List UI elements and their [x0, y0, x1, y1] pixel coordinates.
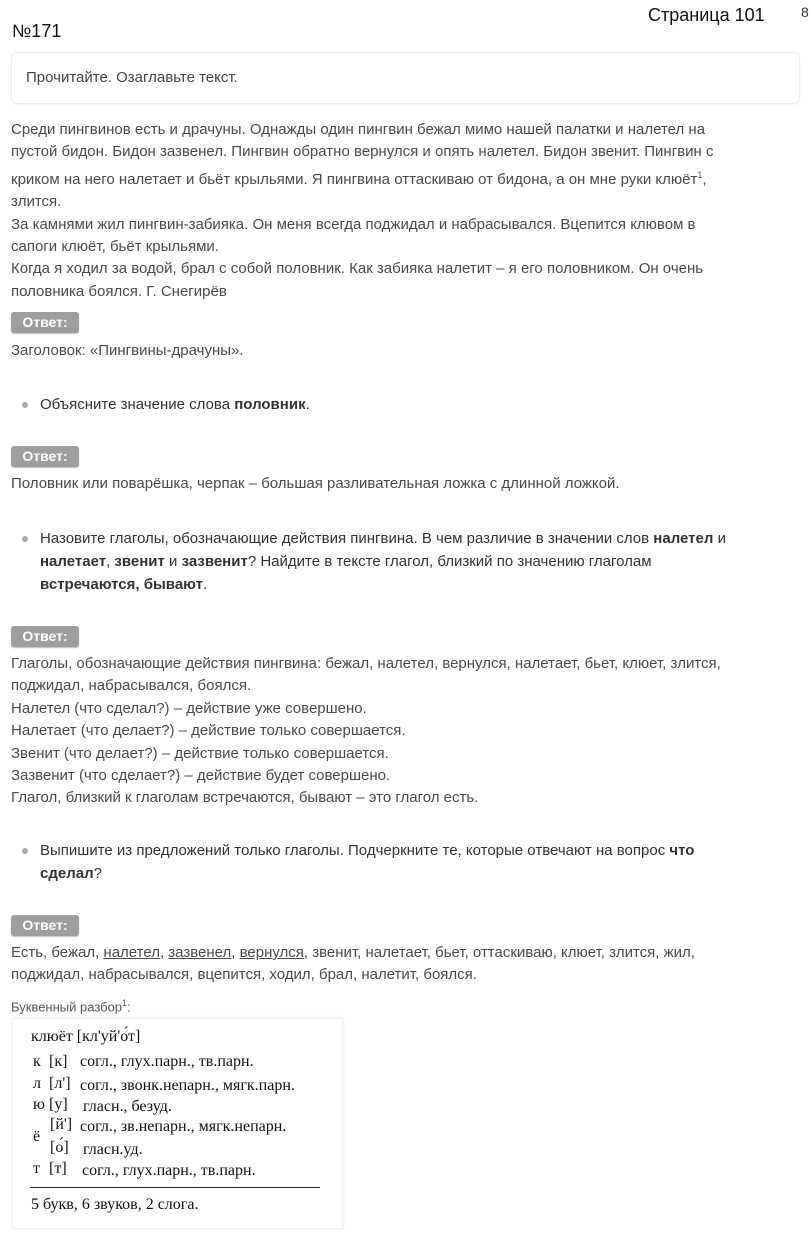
- text-line: Когда я ходил за водой, брал с собой половник. Как забияка налетит – я его половником. Он очень: [11, 260, 704, 278]
- text-line: криком на него налетает и бьёт крыльями. Я пингвина оттаскиваю от бидона, а он мне руки клюёт$^1$,: [11, 169, 707, 188]
- page-number: Страница 101: [648, 5, 765, 25]
- text-line: Есть, бежал, налетел, зазвенел, вернулся, звенит, налетает, бьет, оттаскиваю, клюет, злится, жил,: [11, 944, 695, 961]
- parse-description: согл., зв.непарн., мягк.непарн.: [80, 1118, 287, 1135]
- reading-text: [11, 119, 801, 303]
- text-line: Налетает (что делает?) – действие только совершается.: [11, 722, 406, 740]
- parse-letter: л: [33, 1075, 41, 1092]
- parse-sound: [л']: [49, 1075, 71, 1092]
- text-line: сапоги клюёт, бьёт крыльями.: [11, 238, 219, 256]
- text-line: Глаголы, обозначающие действия пингвина: бежал, налетел, вернулся, налетает, бьет, клюет, злится,: [11, 655, 721, 672]
- text-line: половника боялся. Г. Снегирёв: [11, 282, 227, 300]
- letter-parse-box: [12, 1018, 343, 1229]
- task-box: [11, 52, 800, 104]
- parse-description: гласн., безуд.: [83, 1098, 172, 1115]
- answer-badge: Ответ:: [11, 626, 79, 647]
- text-line: За камнями жил пингвин-забияка. Он меня всегда поджидал и набрасывался. Вцепится клювом в: [11, 215, 696, 233]
- text-line: Зазвенит (что сделает?) – действие будет совершено.: [11, 767, 391, 785]
- bullet-icon: [22, 848, 28, 854]
- text-line: Глагол, близкий к глаголам встречаются, бывают – это глагол есть.: [11, 789, 479, 807]
- text-line: поджидал, набрасывался, боялся.: [11, 677, 252, 695]
- parse-sound: [к]: [49, 1053, 68, 1070]
- text-line: поджидал, набрасывался, вцепится, ходил, брал, налетит, боялся.: [11, 966, 477, 984]
- parse-description: гласн.уд.: [83, 1141, 143, 1158]
- question-3: Назовите глаголы, обозначающие действия пингвина. В чем различие в значении слов налетел и налетает, звенит и зазвенит? Найдите в тексте глагол, близкий по значению глаголам встречаются, бывают.: [22, 527, 792, 596]
- answer-2: Половник или поварёшка, черпак – большая разливательная ложка с длинной ложкой.: [11, 475, 620, 492]
- text-line: злится.: [11, 193, 62, 211]
- parse-sound: [й']: [50, 1116, 73, 1133]
- task-text: Прочитайте. Озаглавьте текст.: [26, 69, 238, 86]
- text-line: пустой бидон. Бидон зазвенел. Пингвин обратно вернулся и опять налетел. Бидон звенит. Пингвин с: [11, 143, 714, 161]
- answer-badge: Ответ:: [11, 915, 79, 936]
- edge-mark: 8: [801, 4, 809, 20]
- parse-description: согл., глух.парн., тв.парн.: [80, 1053, 254, 1070]
- answer-1: Заголовок: «Пингвины-драчуны».: [11, 342, 244, 359]
- footnote-mark: 1: [697, 169, 703, 180]
- parse-sound: [т]: [49, 1160, 67, 1177]
- text-line: Налетел (что сделал?) – действие уже совершено.: [11, 699, 367, 717]
- answer-badge: Ответ:: [11, 312, 79, 333]
- parse-divider: [30, 1187, 320, 1188]
- parse-letter: к: [33, 1053, 41, 1070]
- text-line: Среди пингвинов есть и драчуны. Однажды один пингвин бежал мимо нашей палатки и налетел на: [11, 121, 706, 138]
- answer-badge: Ответ:: [11, 446, 79, 467]
- text-line: Звенит (что делает?) – действие только совершается.: [11, 744, 389, 762]
- bullet-icon: [22, 536, 28, 542]
- question-2: Объясните значение слова половник.: [22, 393, 792, 416]
- answer-4: [11, 942, 801, 987]
- parse-word: клюёт [кл'уй'о́т]: [31, 1028, 141, 1045]
- bullet-icon: [22, 402, 28, 408]
- parse-letter: ю: [33, 1096, 45, 1113]
- question-4: Выпишите из предложений только глаголы. Подчеркните те, которые отвечают на вопрос что сделал?: [22, 839, 792, 885]
- exercise-number: №171: [12, 21, 62, 41]
- parse-description: согл., звонк.непарн., мягк.парн.: [80, 1077, 295, 1094]
- parse-description: согл., глух.парн., тв.парн.: [82, 1162, 256, 1179]
- parse-summary: 5 букв, 6 звуков, 2 слога.: [31, 1196, 199, 1213]
- answer-3: [11, 653, 801, 810]
- parse-letter: т: [33, 1160, 40, 1177]
- parse-sound: [о́]: [50, 1139, 69, 1156]
- parse-letter: ё: [33, 1128, 41, 1145]
- parse-sound: [у]: [49, 1096, 68, 1113]
- parse-label: Буквенный разбор$^1$:: [11, 998, 131, 1015]
